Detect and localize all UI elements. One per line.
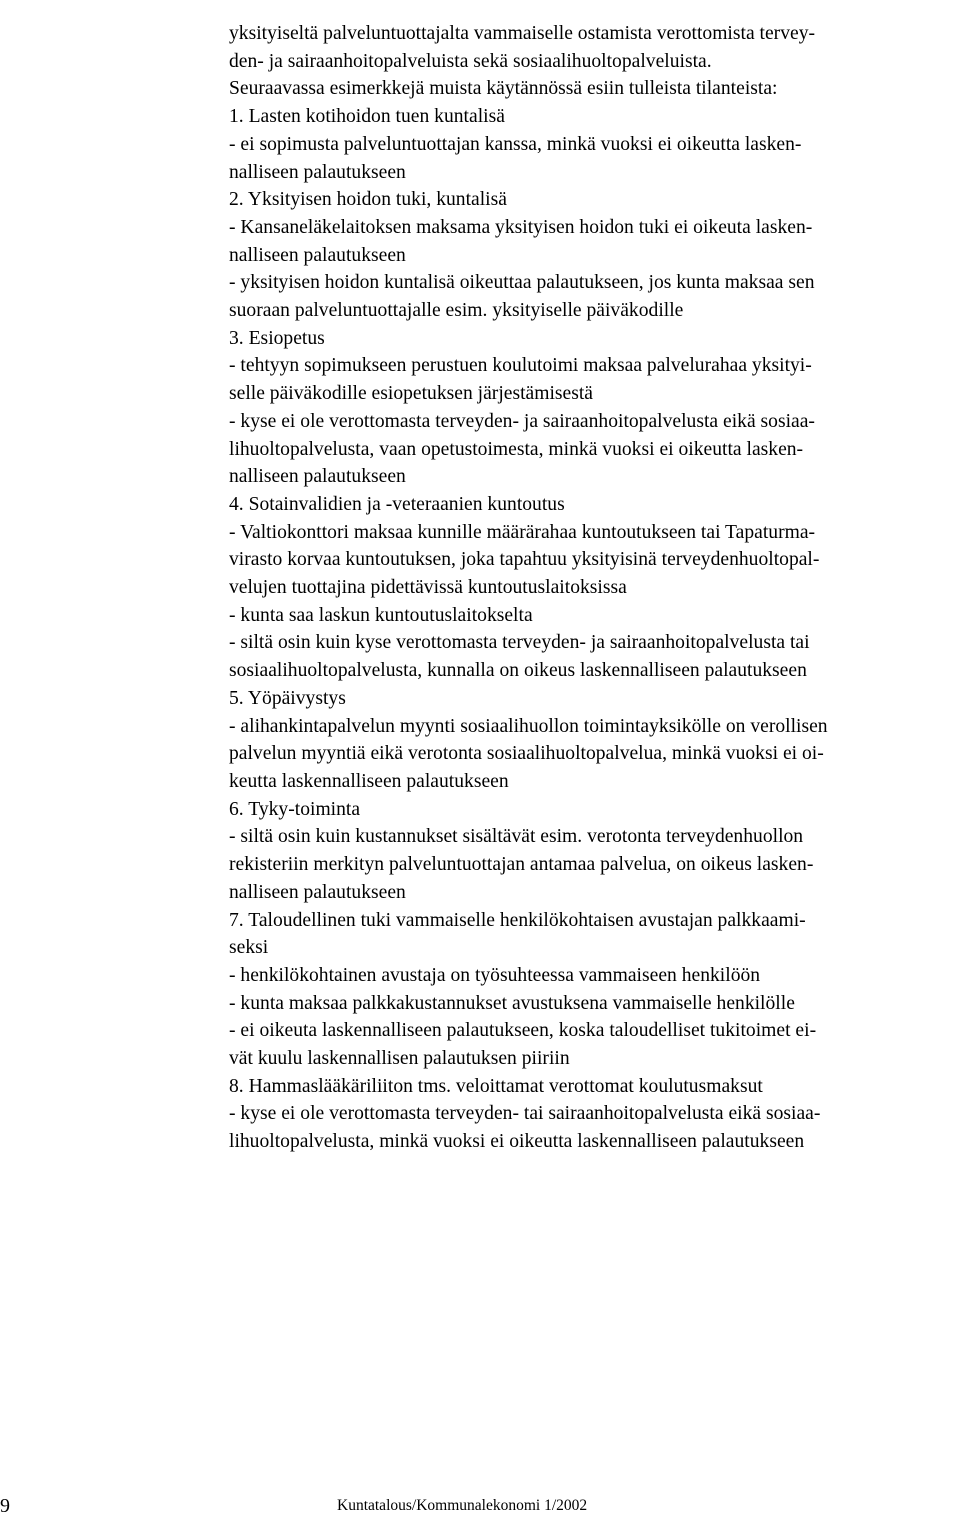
section-heading: 5. Yöpäivystys [229, 687, 346, 709]
page-number: 9 [0, 1495, 10, 1517]
text-line: - Kansaneläkelaitoksen maksama yksityisen hoidon tuki ei oikeuta lasken- [229, 216, 813, 238]
text-line: - siltä osin kuin kyse verottomasta terveyden- ja sairaanhoitopalvelusta tai [229, 632, 810, 654]
text-line: - henkilökohtainen avustaja on työsuhteessa vammaiseen henkilöön [229, 964, 761, 986]
text-line: - Valtiokonttori maksaa kunnille määrärahaa kuntoutukseen tai Tapaturma- [229, 521, 816, 543]
lead-paragraph [229, 75, 959, 103]
section-8 [229, 1073, 959, 1156]
text-line: suoraan palveluntuottajalle esim. yksityiselle päiväkodille [229, 300, 684, 322]
section-heading: 8. Hammaslääkäriliiton tms. veloittamat verottomat koulutusmaksut [229, 1075, 763, 1097]
journal-footer: Kuntatalous/Kommunalekonomi 1/2002 [337, 1497, 588, 1514]
text-line: - ei oikeuta laskennalliseen palautukseen, koska taloudelliset tukitoimet ei- [229, 1020, 817, 1042]
section-3 [229, 325, 959, 491]
document-body [229, 20, 959, 1156]
text-line: Seuraavassa esimerkkejä muista käytännössä esiin tulleista tilanteista: [229, 78, 778, 100]
text-line: - kunta saa laskun kuntoutuslaitokselta [229, 604, 533, 626]
text-line: rekisteriin merkityn palveluntuottajan antamaa palvelua, on oikeus lasken- [229, 854, 814, 876]
text-line: - kyse ei ole verottomasta terveyden- ja sairaanhoitopalvelusta eikä sosiaa- [229, 410, 815, 432]
section-heading: 7. Taloudellinen tuki vammaiselle henkilökohtaisen avustajan palkkaami- [229, 909, 806, 931]
text-line: virasto korvaa kuntoutuksen, joka tapahtuu yksityisinä terveydenhuoltopal- [229, 549, 820, 571]
text-line: - siltä osin kuin kustannukset sisältävät esim. verotonta terveydenhuollon [229, 826, 804, 848]
text-line: vät kuulu laskennallisen palautuksen piiriin [229, 1048, 570, 1070]
section-heading: 4. Sotainvalidien ja -veteraanien kuntoutus [229, 493, 565, 515]
text-line: nalliseen palautukseen [229, 466, 406, 488]
text-line: - yksityisen hoidon kuntalisä oikeuttaa palautukseen, jos kunta maksaa sen [229, 272, 815, 294]
text-line: - tehtyyn sopimukseen perustuen koulutoimi maksaa palvelurahaa yksityi- [229, 355, 812, 377]
section-7 [229, 907, 959, 1073]
text-line: seksi [229, 937, 269, 959]
section-heading: 2. Yksityisen hoidon tuki, kuntalisä [229, 189, 507, 211]
text-line: - kyse ei ole verottomasta terveyden- tai sairaanhoitopalvelusta eikä sosiaa- [229, 1103, 821, 1125]
text-line: sosiaalihuoltopalvelusta, kunnalla on oikeus laskennalliseen palautukseen [229, 660, 807, 682]
section-heading: 6. Tyky-toiminta [229, 798, 361, 820]
section-heading: 1. Lasten kotihoidon tuen kuntalisä [229, 106, 505, 128]
section-6 [229, 796, 959, 907]
section-4 [229, 491, 959, 685]
text-line: selle päiväkodille esiopetuksen järjestämisestä [229, 383, 594, 405]
text-line: velujen tuottajina pidettävissä kuntoutuslaitoksissa [229, 577, 627, 599]
text-line: lihuoltopalvelusta, minkä vuoksi ei oikeutta laskennalliseen palautukseen [229, 1131, 805, 1153]
section-5 [229, 685, 959, 796]
section-heading: 3. Esiopetus [229, 327, 325, 349]
text-line: lihuoltopalvelusta, vaan opetustoimesta, minkä vuoksi ei oikeutta lasken- [229, 438, 804, 460]
text-line: - alihankintapalvelun myynti sosiaalihuollon toimintayksikölle on verollisen [229, 715, 828, 737]
text-line: palvelun myyntiä eikä verotonta sosiaalihuoltopalvelua, minkä vuoksi ei oi- [229, 743, 824, 765]
text-line: nalliseen palautukseen [229, 881, 406, 903]
text-line: den- ja sairaanhoitopalveluista sekä sosiaalihuoltopalveluista. [229, 50, 712, 72]
text-line: - ei sopimusta palveluntuottajan kanssa, minkä vuoksi ei oikeutta lasken- [229, 133, 802, 155]
text-line: nalliseen palautukseen [229, 244, 406, 266]
intro-paragraph [229, 20, 959, 75]
section-2 [229, 186, 959, 325]
section-1 [229, 103, 959, 186]
text-line: keutta laskennalliseen palautukseen [229, 770, 509, 792]
text-line: nalliseen palautukseen [229, 161, 406, 183]
text-line: yksityiseltä palveluntuottajalta vammaiselle ostamista verottomista tervey- [229, 23, 816, 44]
text-line: - kunta maksaa palkkakustannukset avustuksena vammaiselle henkilölle [229, 992, 795, 1014]
